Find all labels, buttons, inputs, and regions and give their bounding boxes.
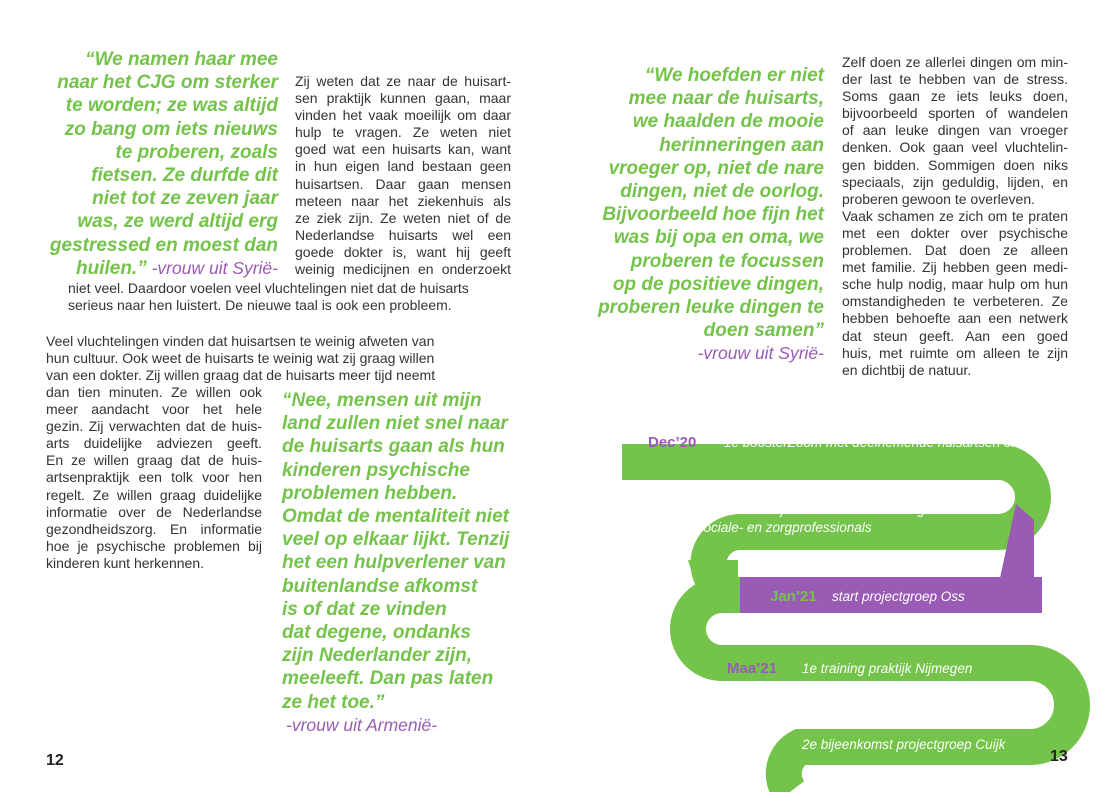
timeline-event: 1e boosterZoom met deelnemende huisartsen en POH’s: [724, 435, 1062, 450]
column-text-huisarts: Zij weten dat ze naar de huisart- sen praktijk kunnen gaan, maar vinden het vaak moeilijk om daar hulp te vragen. Ze weten niet goed wat een huisarts kan, want in hun eigen land bestaan geen huisartsen. Daar gaan mensen meteen naar het ziekenhuis als ze ziek zijn. Ze weten niet of de Nederlandse huisarts wel een goede dokter is, want hij geeft weinig medicijnen en onderzoekt: [295, 73, 511, 278]
quote-syria-herinneringen: “We hoefden er niet mee naar de huisarts, we haalden de mooie herinneringen aan vroeger op, niet de nare dingen, niet de oorlog. Bijvoorbeeld hoe fijn het was bij opa en oma, we proberen te focussen op de positieve dingen, proberen leuke dingen te doen samen” -vrouw uit Syrië-: [582, 64, 824, 366]
timeline-segment: [688, 595, 1072, 792]
timeline-event: deelonderzoek bij Somalische vluchtelingen: [678, 502, 940, 517]
timeline-event: 1e training praktijk Nijmegen: [802, 661, 973, 676]
quote-attribution: -vrouw uit Syrië-: [697, 343, 824, 364]
continuation-text: niet veel. Daardoor voelen veel vluchtelingen niet dat de huisarts serieus naar hen luistert. De nieuwe taal is ook een probleem.: [68, 280, 469, 314]
column-text-stress: Zelf doen ze allerlei dingen om min- der last te hebben van de stress. Soms gaan ze iets leuks doen, bijvoorbeeld sporten of wandelen of aan leuke dingen van vroeger denken. Ook gaan veel vluchtelin- gen bidden. Sommigen doen niks speciaals, zijn geduldig, lijden, en proberen gewoon te overleven. Vaak schamen ze zich om te praten met een dokter over psychische problemen. Dat doen ze alleen met familie. Zij hebben geen medi- sche hulp nodig, maar hulp om hun omstandigheden te verbeteren. Ze hebben behoefte aan een netwerk dat steun geeft. Aan een goed huis, met ruimte om alleen te zijn en dichtbij de natuur.: [842, 54, 1068, 378]
quote-attribution: -vrouw uit Armenië-: [286, 714, 438, 735]
page-number-left: 12: [46, 752, 64, 769]
quote-armenia: “Nee, mensen uit mijn land zullen niet snel naar de huisarts gaan als hun kinderen psychische problemen hebben. Omdat de mentaliteit niet veel op elkaar lijkt. Tenzij het een hulpverlener van buitenlandse afkomst is of dat ze vinden dat degene, ondanks zijn Nederlander zijn, meeleeft. Dan pas laten ze het toe.” -vrouw uit Armenië-: [282, 389, 522, 737]
quote-syria-cjg: “We namen haar mee naar het CJG om sterker te worden; ze was altijd zo bang om iets nieuws te proberen, zoals fietsen. Ze durfde dit niet tot ze zeven jaar was, ze werd altijd erg gestressed en moest dan huilen.” -vrouw uit Syrië-: [49, 49, 278, 279]
timeline-date-dec20: Dec’20: [648, 434, 697, 451]
timeline-date-jan21: Jan’21: [770, 588, 817, 605]
quote-attribution: -vrouw uit Syrië-: [146, 257, 278, 278]
timeline-event: en sociale- en zorgprofessionals: [678, 520, 872, 535]
timeline-event: 2e bijeenkomst projectgroep Cuijk: [802, 737, 1006, 752]
paragraph-cultuur: Veel vluchtelingen vinden dat huisartsen te weinig afweten van hun cultuur. Ook weet de huisarts te weinig wat zij graag willen van een dokter. Zij willen graag dat de huisarts meer tijd neemt: [46, 333, 436, 384]
timeline-event: start projectgroep Oss: [832, 589, 965, 604]
paragraph-wensen: dan tien minuten. Ze willen ook meer aandacht voor het hele gezin. Zij verwachten dat de huis- arts duidelijke adviezen geeft. En ze willen graag dat de huis- artsenpraktijk een tolk voor hen regelt. Ze willen graag duidelijke informatie over de Nederlandse gezondheidszorg. En informatie hoe je psychische problemen bij kinderen kunt herkennen.: [46, 384, 262, 571]
timeline-date-maa21: Maa’21: [727, 660, 778, 677]
page-number-right: 13: [1050, 748, 1068, 765]
